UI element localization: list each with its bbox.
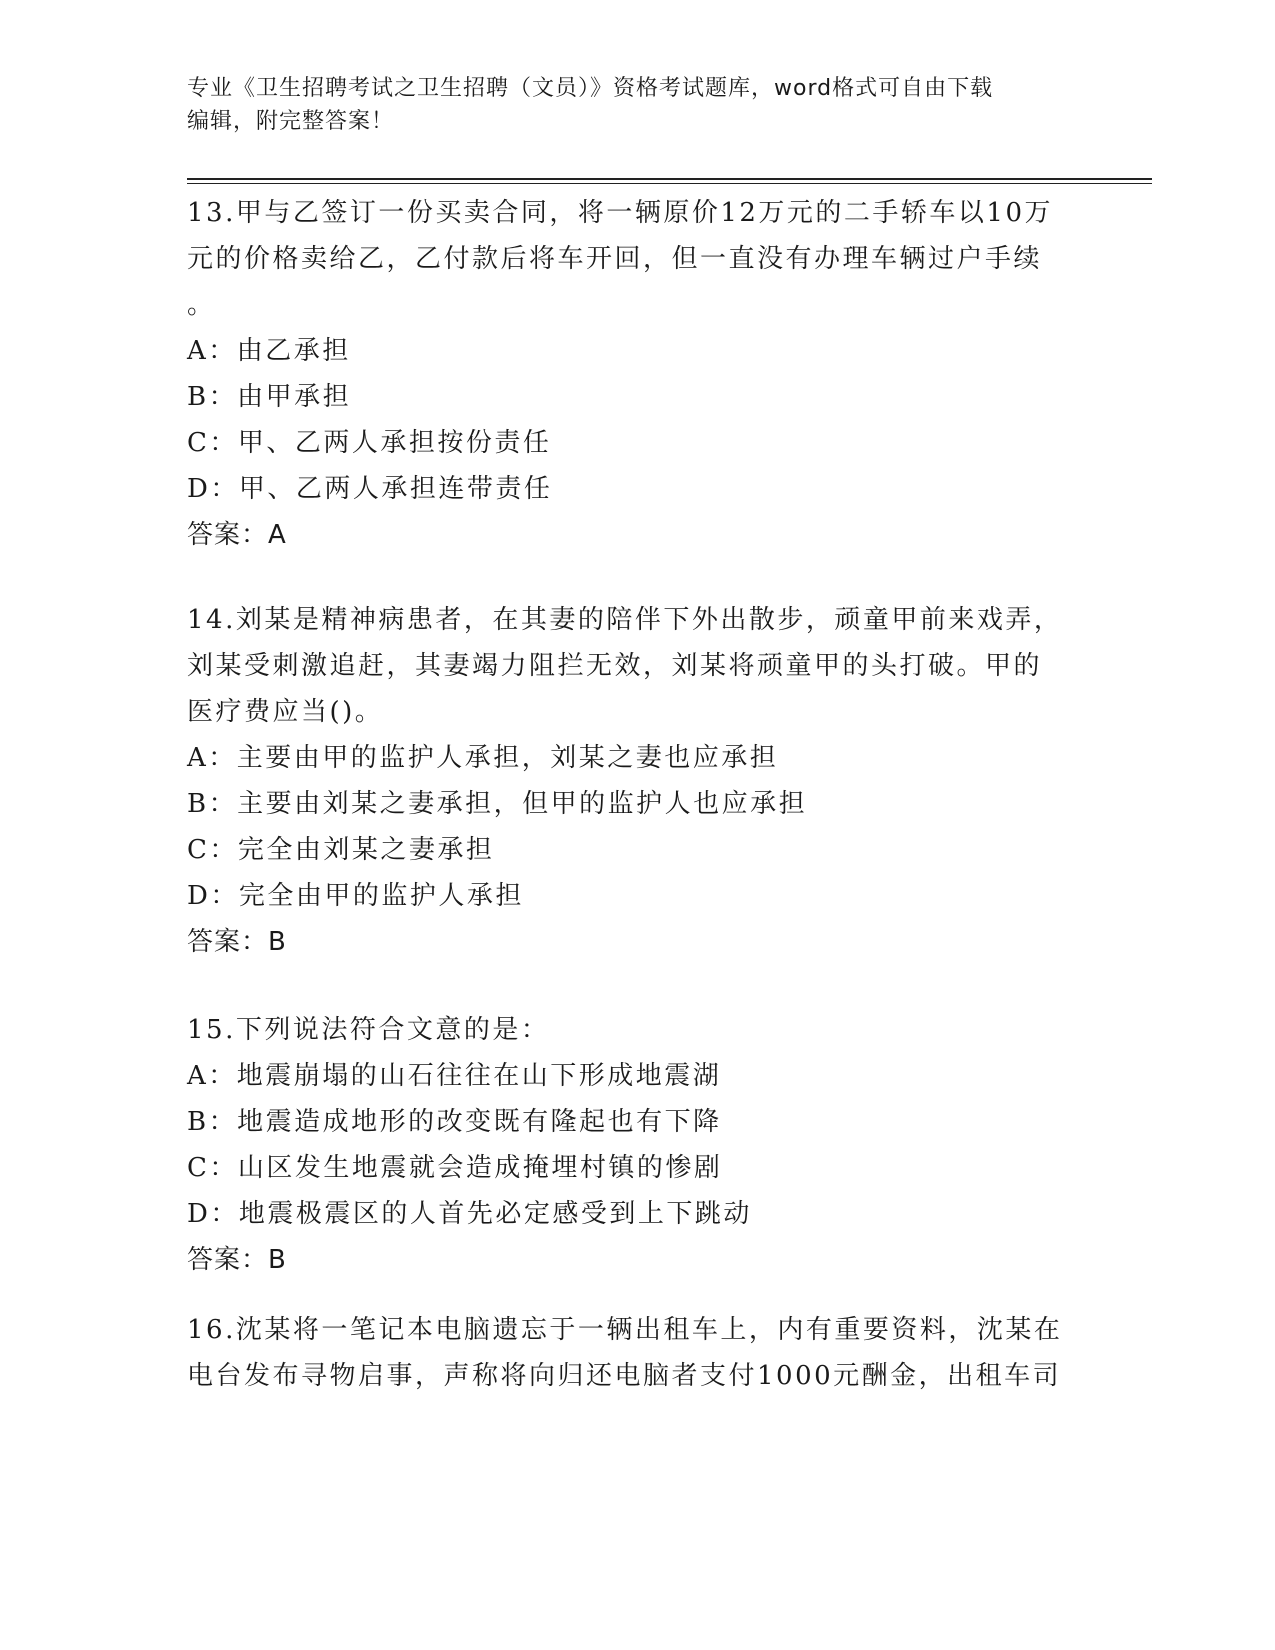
option-a: A：由乙承担 xyxy=(187,336,351,366)
question-13 xyxy=(187,190,1087,558)
stem-line: 13.甲与乙签订一份买卖合同，将一辆原价12万元的二手轿车以10万 xyxy=(187,198,1054,228)
stem-line: 15.下列说法符合文意的是： xyxy=(187,1015,550,1045)
stem-line: 医疗费应当()。 xyxy=(187,697,384,727)
answer: 答案：B xyxy=(187,1245,287,1275)
question-stem xyxy=(187,190,1087,328)
option-b: B：由甲承担 xyxy=(187,382,352,412)
header-line-1: 专业《卫生招聘考试之卫生招聘（文员）》资格考试题库，word格式可自由下载 xyxy=(187,76,994,101)
question-stem xyxy=(187,1307,1087,1399)
document-header xyxy=(187,72,1067,138)
stem-line: 14.刘某是精神病患者，在其妻的陪伴下外出散步，顽童甲前来戏弄， xyxy=(187,605,1063,635)
stem-line: 16.沈某将一笔记本电脑遗忘于一辆出租车上，内有重要资料，沈某在 xyxy=(187,1315,1063,1345)
option-a: A：主要由甲的监护人承担，刘某之妻也应承担 xyxy=(187,743,779,773)
option-d: D：甲、乙两人承担连带责任 xyxy=(187,474,553,504)
stem-line: 。 xyxy=(187,290,216,320)
question-15 xyxy=(187,1007,1087,1283)
question-stem xyxy=(187,1007,1087,1053)
option-c: C：甲、乙两人承担按份责任 xyxy=(187,428,552,458)
option-a: A：地震崩塌的山石往往在山下形成地震湖 xyxy=(187,1061,722,1091)
option-c: C：山区发生地震就会造成掩埋村镇的惨剧 xyxy=(187,1153,723,1183)
header-divider xyxy=(187,178,1152,184)
option-b: B：地震造成地形的改变既有隆起也有下降 xyxy=(187,1107,722,1137)
stem-line: 元的价格卖给乙，乙付款后将车开回，但一直没有办理车辆过户手续 xyxy=(187,244,1043,274)
stem-line: 电台发布寻物启事，声称将向归还电脑者支付1000元酬金，出租车司 xyxy=(187,1361,1062,1391)
option-c: C：完全由刘某之妻承担 xyxy=(187,835,495,865)
question-14 xyxy=(187,597,1087,965)
option-d: D：完全由甲的监护人承担 xyxy=(187,881,524,911)
header-line-2: 编辑，附完整答案！ xyxy=(187,109,395,134)
option-b: B：主要由刘某之妻承担，但甲的监护人也应承担 xyxy=(187,789,808,819)
question-stem xyxy=(187,597,1087,735)
stem-line: 刘某受刺激追赶，其妻竭力阻拦无效，刘某将顽童甲的头打破。甲的 xyxy=(187,651,1043,681)
option-d: D：地震极震区的人首先必定感受到上下跳动 xyxy=(187,1199,752,1229)
question-16 xyxy=(187,1307,1087,1399)
answer: 答案：A xyxy=(187,520,287,550)
answer: 答案：B xyxy=(187,927,287,957)
